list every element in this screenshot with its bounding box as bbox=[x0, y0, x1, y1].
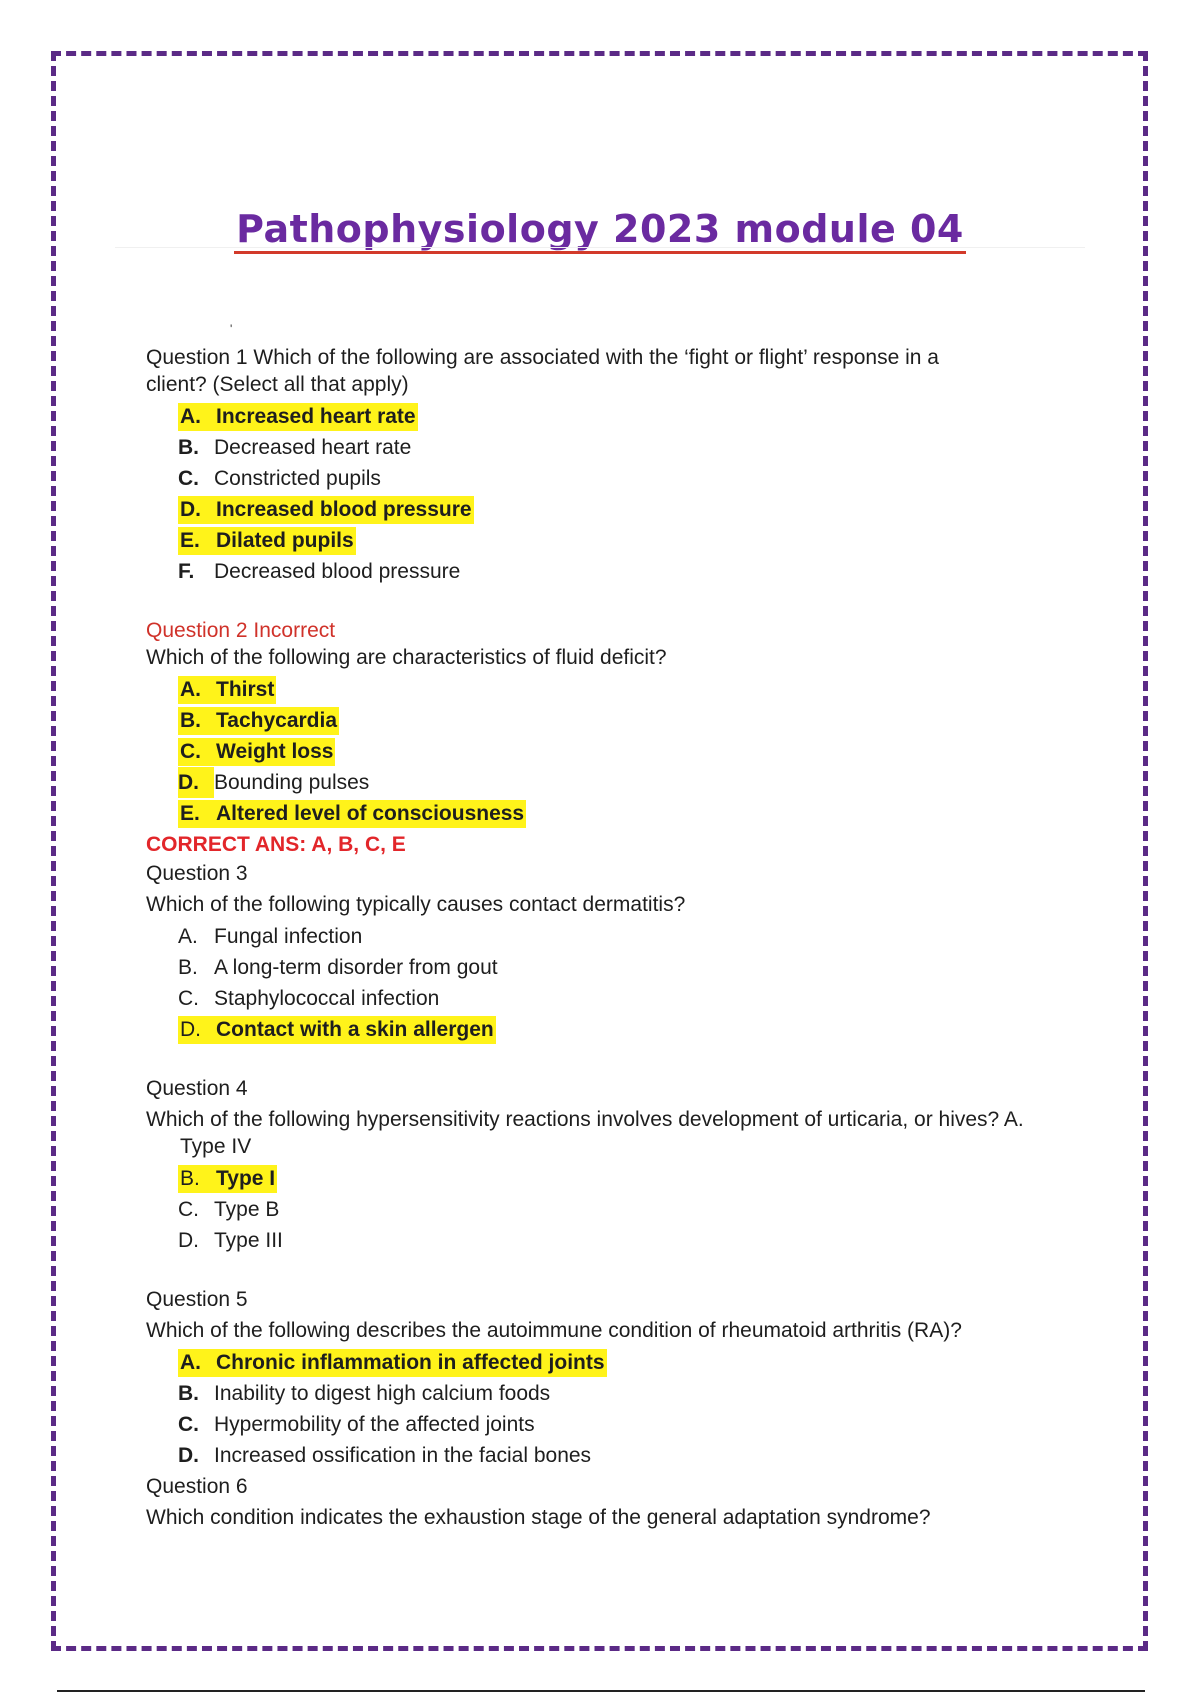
option-item[interactable]: C. Hypermobility of the affected joints bbox=[178, 1413, 535, 1436]
option-item[interactable]: F. Decreased blood pressure bbox=[178, 560, 461, 583]
question-2-text: Which of the following are characteristics of fluid deficit? bbox=[146, 646, 667, 669]
question-6-heading: Question 6 bbox=[146, 1475, 248, 1498]
question-2-status: Question 2 Incorrect bbox=[146, 619, 336, 642]
bottom-rule bbox=[57, 1690, 1145, 1692]
question-3-options bbox=[146, 921, 1086, 1045]
option-item[interactable]: B. Decreased heart rate bbox=[178, 436, 412, 459]
question-3 bbox=[146, 860, 1086, 1045]
option-item[interactable]: D. Type III bbox=[178, 1229, 283, 1252]
option-item[interactable]: C. Weight loss bbox=[146, 736, 1086, 767]
question-3-heading: Question 3 bbox=[146, 862, 248, 885]
question-5 bbox=[146, 1286, 1086, 1471]
question-1 bbox=[146, 344, 1086, 587]
option-item[interactable]: B. Type I bbox=[146, 1163, 1086, 1194]
stray-mark: ' bbox=[230, 322, 233, 336]
question-1-text-line-1: Question 1 Which of the following are associated with the ‘fight or flight’ response in a bbox=[146, 346, 939, 369]
option-item[interactable]: D. Increased ossification in the facial bones bbox=[178, 1444, 592, 1467]
page-title: Pathophysiology 2023 module 04 bbox=[0, 207, 1200, 254]
question-4-text-line-1: Which of the following hypersensitivity reactions involves development of urticaria, or hives? A. bbox=[146, 1108, 1024, 1131]
question-4-heading: Question 4 bbox=[146, 1077, 248, 1100]
question-4-text-line-2: Type IV bbox=[180, 1135, 252, 1158]
option-item[interactable]: A. Chronic inflammation in affected joints bbox=[146, 1347, 1086, 1378]
title-divider bbox=[115, 247, 1085, 248]
option-item[interactable]: C. Staphylococcal infection bbox=[178, 987, 440, 1010]
option-item[interactable]: D. Contact with a skin allergen bbox=[146, 1014, 1086, 1045]
question-list bbox=[146, 344, 1086, 1531]
option-item[interactable]: D. Bounding pulses bbox=[146, 767, 1086, 798]
question-1-text-line-2: client? (Select all that apply) bbox=[146, 373, 409, 396]
option-item[interactable]: D. Increased blood pressure bbox=[146, 494, 1086, 525]
question-2 bbox=[146, 617, 1086, 858]
question-2-options bbox=[146, 674, 1086, 829]
question-6-text: Which condition indicates the exhaustion stage of the general adaptation syndrome? bbox=[146, 1506, 931, 1529]
question-5-text: Which of the following describes the autoimmune condition of rheumatoid arthritis (RA)? bbox=[146, 1319, 962, 1342]
question-5-options bbox=[146, 1347, 1086, 1471]
question-1-options bbox=[146, 401, 1086, 587]
option-item[interactable]: C. Constricted pupils bbox=[178, 467, 381, 490]
option-item[interactable]: C. Type B bbox=[178, 1198, 280, 1221]
correct-answer: CORRECT ANS: A, B, C, E bbox=[146, 833, 406, 856]
option-item[interactable]: E. Dilated pupils bbox=[146, 525, 1086, 556]
option-item[interactable]: B. A long-term disorder from gout bbox=[178, 956, 498, 979]
option-item[interactable]: A. Increased heart rate bbox=[146, 401, 1086, 432]
question-5-heading: Question 5 bbox=[146, 1288, 248, 1311]
option-item[interactable]: B. Inability to digest high calcium foods bbox=[178, 1382, 551, 1405]
question-6 bbox=[146, 1473, 1086, 1531]
option-item[interactable]: A. Fungal infection bbox=[178, 925, 363, 948]
question-4-options bbox=[146, 1163, 1086, 1256]
option-item[interactable]: B. Tachycardia bbox=[146, 705, 1086, 736]
question-3-text: Which of the following typically causes contact dermatitis? bbox=[146, 893, 686, 916]
option-item[interactable]: E. Altered level of consciousness bbox=[146, 798, 1086, 829]
question-4 bbox=[146, 1075, 1086, 1256]
option-item[interactable]: A. Thirst bbox=[146, 674, 1086, 705]
